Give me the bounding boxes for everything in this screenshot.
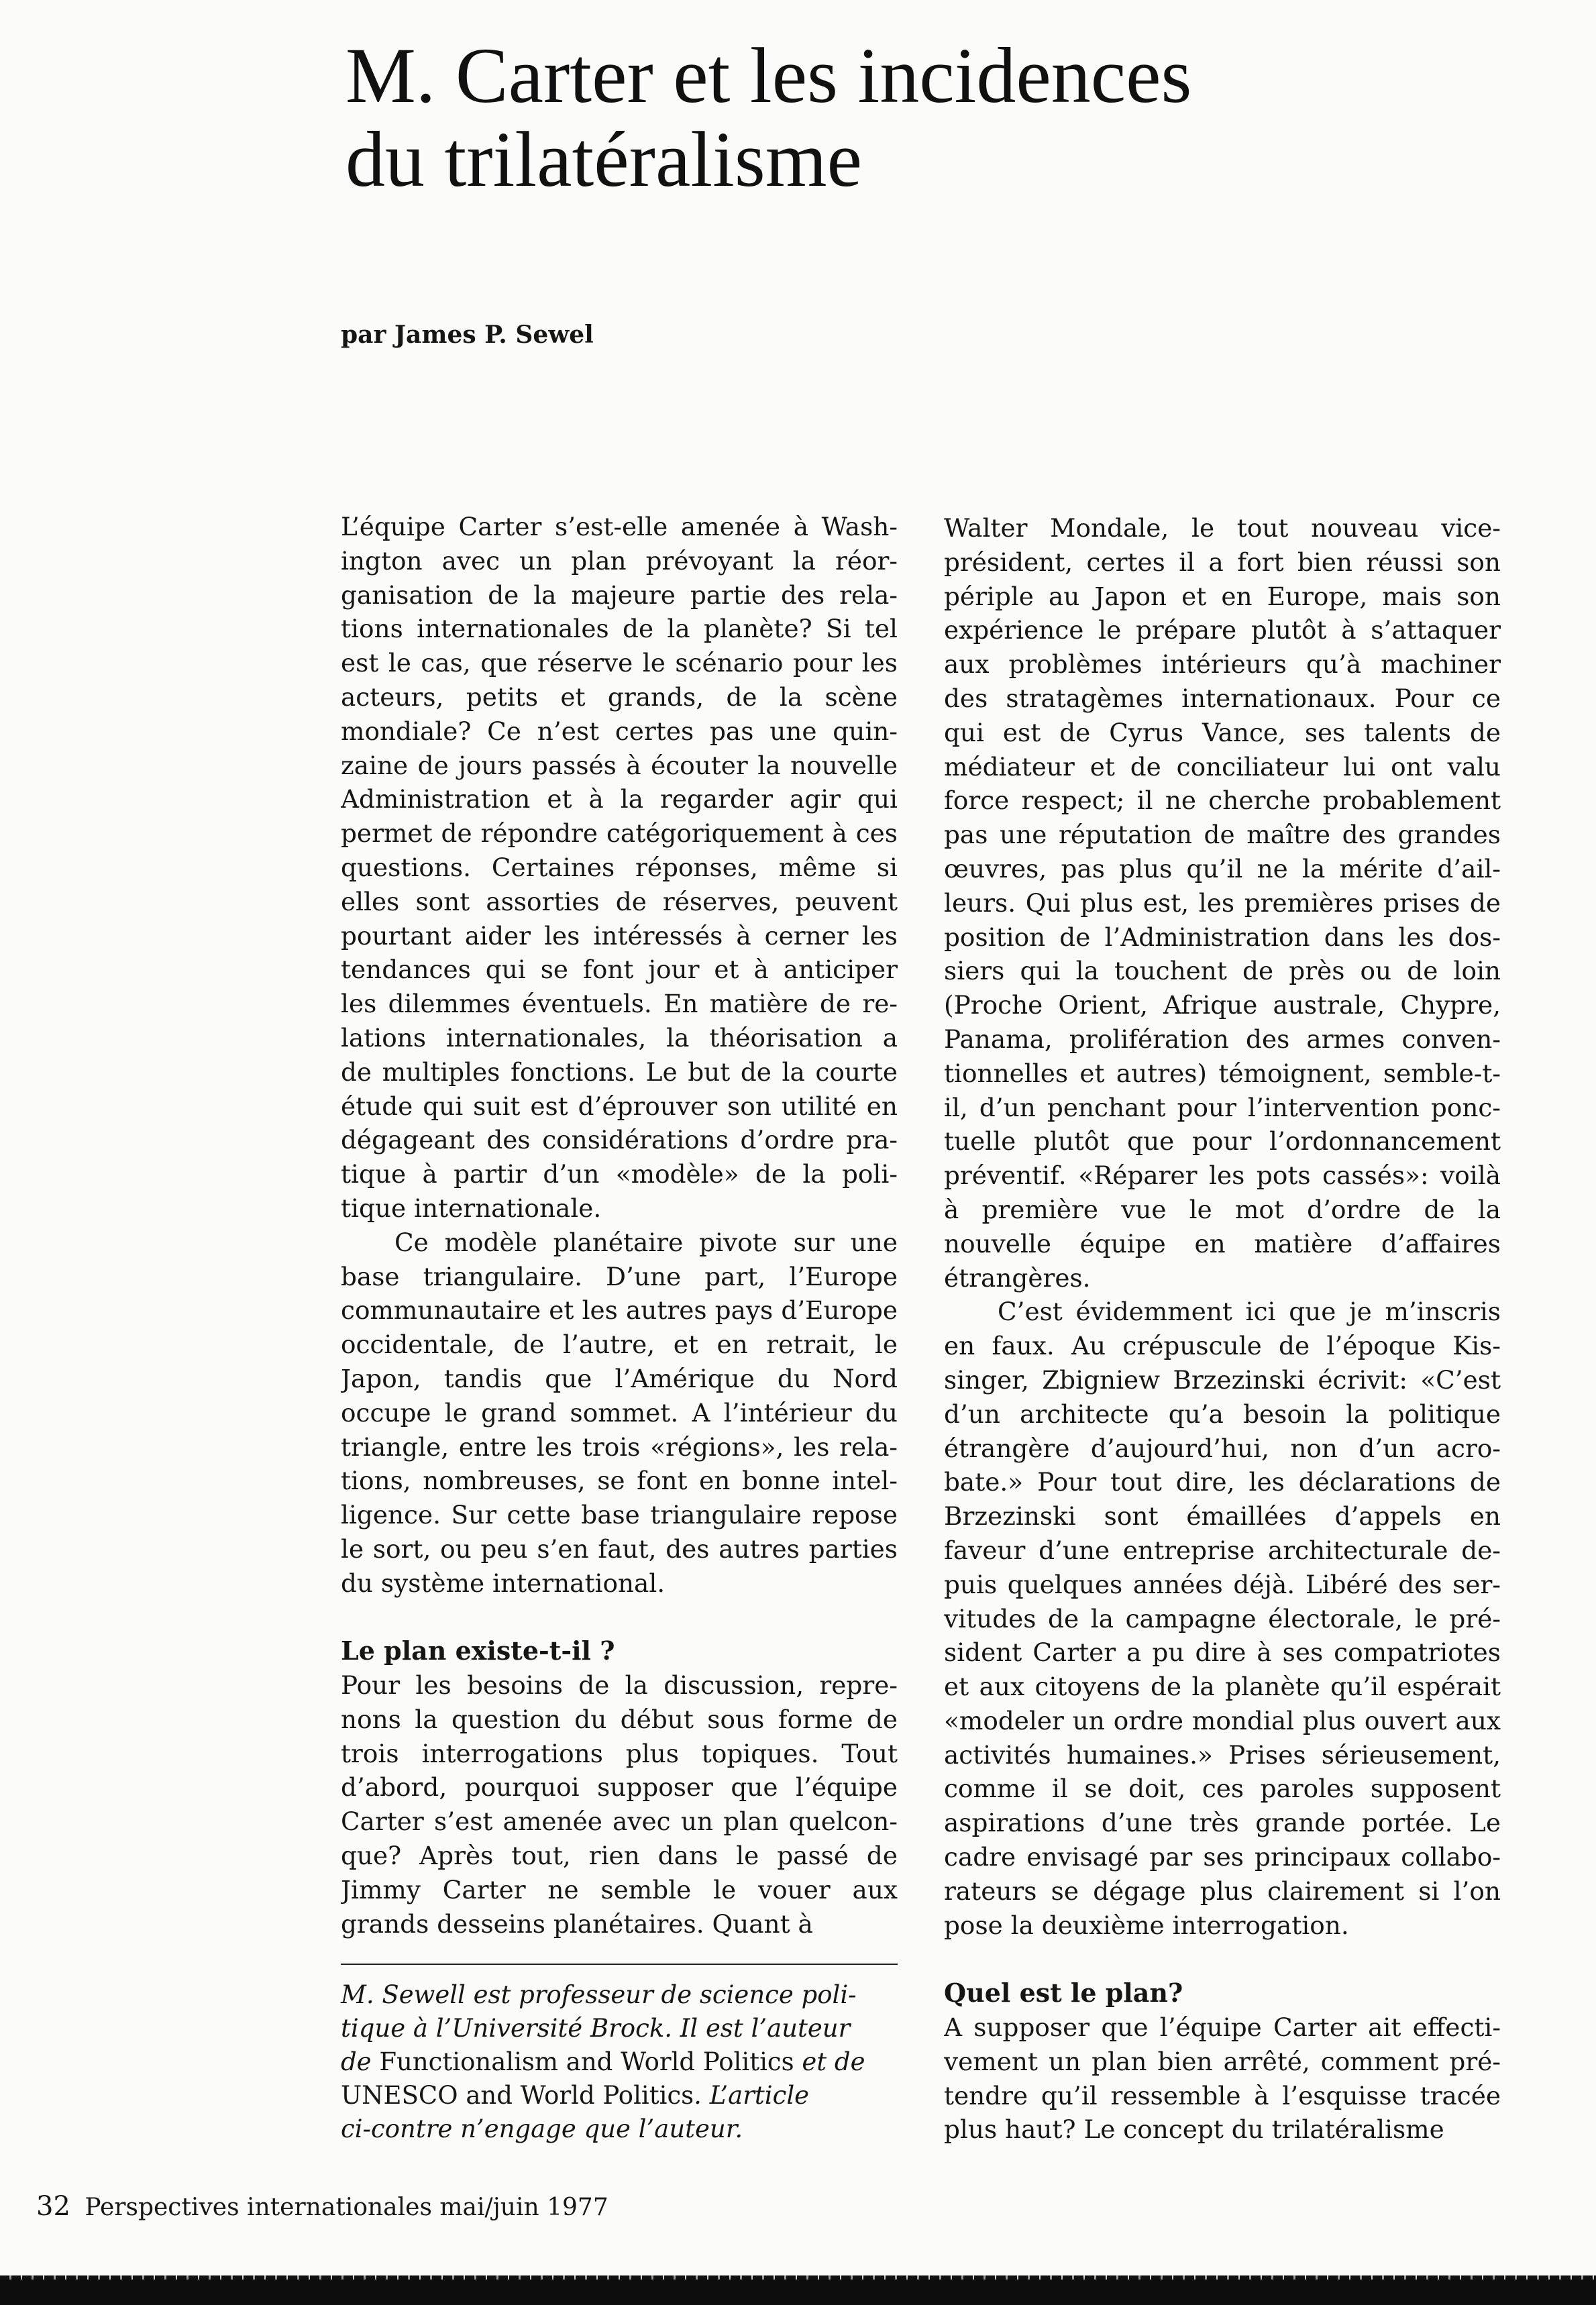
- text-line: cadre envisagé par ses principaux collabo-: [944, 1842, 1501, 1872]
- text-line: activités humaines.» Prises sérieusement,: [944, 1739, 1501, 1770]
- text-line: communautaire et les autres pays d’Europe: [341, 1295, 898, 1326]
- text-line: occidentale, de l’autre, et en retrait, le: [341, 1330, 898, 1360]
- text-line: triangle, entre les trois «régions», les rela-: [341, 1432, 898, 1462]
- text-line: Jimmy Carter ne semble le vouer aux: [341, 1874, 898, 1905]
- left-paragraph-3: [341, 1668, 898, 1941]
- text-line: Pour les besoins de la discussion, repre-: [341, 1670, 898, 1701]
- text-line: qui est de Cyrus Vance, ses talents de: [944, 717, 1501, 747]
- text-line: et aux citoyens de la planète qu’il espérait: [944, 1672, 1501, 1702]
- text-line: tique internationale.: [341, 1193, 602, 1223]
- text-line: puis quelques années déjà. Libéré des ser-: [944, 1569, 1501, 1599]
- text-line: d’abord, pourquoi supposer que l’équipe: [341, 1772, 898, 1803]
- text-line: position de l’Administration dans les dos-: [944, 922, 1501, 952]
- text-line: (Proche Orient, Afrique australe, Chypre,: [944, 990, 1501, 1020]
- text-line: permet de répondre catégoriquement à ces: [341, 818, 898, 849]
- text-line: dégageant des considérations d’ordre pra-: [341, 1125, 898, 1155]
- text-line: tique à partir d’un «modèle» de la poli-: [341, 1159, 898, 1189]
- text-line: à première vue le mot d’ordre de la: [944, 1194, 1501, 1224]
- right-paragraph-3: [944, 2011, 1501, 2147]
- text-line: zaine de jours passés à écouter la nouvelle: [341, 750, 898, 780]
- text-line: sident Carter a pu dire à ses compatriotes: [944, 1638, 1501, 1668]
- text-line: ganisation de la majeure partie des rela-: [341, 580, 898, 610]
- right-paragraph-1: [944, 511, 1501, 1295]
- scan-edge-texture: [0, 2275, 1596, 2280]
- text-line: étude qui suit est d’éprouver son utilité en: [341, 1091, 898, 1121]
- text-line: pose la deuxième interrogation.: [944, 1910, 1349, 1940]
- right-column: [944, 511, 1501, 2147]
- text-line: tendances qui se font jour et à anticiper: [341, 955, 898, 985]
- text-line: Ce modèle planétaire pivote sur une: [394, 1227, 898, 1257]
- text-line: nons la question du début sous forme de: [341, 1704, 898, 1734]
- text-line: plus haut? Le concept du trilatéralisme: [944, 2114, 1444, 2145]
- text-line: comme il se doit, ces paroles supposent: [944, 1774, 1501, 1804]
- text-line: A supposer que l’équipe Carter ait effecti-: [944, 2013, 1501, 2043]
- text-line: périple au Japon et en Europe, mais son: [944, 581, 1501, 611]
- text-line: préventif. «Réparer les pots cassés»: voilà: [944, 1161, 1501, 1191]
- left-paragraph-2: [341, 1226, 898, 1601]
- text-line: rateurs se dégage plus clairement si l’on: [944, 1876, 1501, 1906]
- text-line: tendre qu’il ressemble à l’esquisse tracée: [944, 2080, 1501, 2110]
- text-line: singer, Zbigniew Brzezinski écrivit: «C’est: [944, 1364, 1501, 1395]
- text-line: faveur d’une entreprise architecturale de-: [944, 1535, 1501, 1565]
- text-line: ington avec un plan prévoyant la réor-: [341, 545, 898, 576]
- text-line: que? Après tout, rien dans le passé de: [341, 1841, 898, 1871]
- text-line: lations internationales, la théorisation a: [341, 1022, 898, 1053]
- publication-name: Perspectives internationales mai/juin 1977: [85, 2194, 608, 2221]
- text-line: Brzezinski sont émaillées d’appels en: [944, 1501, 1501, 1532]
- text-line: vement un plan bien arrêté, comment pré-: [944, 2046, 1501, 2076]
- author-note-line: ci-contre n’engage que l’auteur.: [341, 2114, 743, 2144]
- section-heading-plan-existe: Le plan existe-t-il ?: [341, 1636, 615, 1666]
- text-line: base triangulaire. D’une part, l’Europe: [341, 1261, 898, 1291]
- text-line: aux problèmes intérieurs qu’à machiner: [944, 649, 1501, 680]
- text-line: en faux. Au crépuscule de l’époque Kis-: [944, 1331, 1501, 1361]
- text-line: C’est évidemment ici que je m’inscris: [998, 1297, 1501, 1327]
- title-line-2: du trilatéralisme: [345, 115, 862, 203]
- text-line: aspirations d’une très grande portée. Le: [944, 1808, 1501, 1838]
- text-line: acteurs, petits et grands, de la scène: [341, 682, 898, 712]
- author-note-line: [341, 2045, 898, 2079]
- left-paragraph-1: [341, 510, 898, 1226]
- text-line: expérience le prépare plutôt à s’attaquer: [944, 615, 1501, 645]
- text-line: occupe le grand sommet. A l’intérieur du: [341, 1397, 898, 1428]
- text-line: œuvres, pas plus qu’il ne la mérite d’ail-: [944, 853, 1501, 883]
- book-title-unesco: UNESCO and World Politics: [341, 2081, 694, 2110]
- text-line: questions. Certaines réponses, même si: [341, 852, 898, 882]
- page-footer: [36, 2191, 608, 2222]
- text-line: Panama, prolifération des armes conven-: [944, 1024, 1501, 1054]
- text-line: pas une réputation de maître des grandes: [944, 820, 1501, 850]
- text-line: vitudes de la campagne électorale, le pré-: [944, 1603, 1501, 1633]
- text-line: tionnelles et autres) témoignent, semble-t-: [944, 1058, 1501, 1088]
- text-line: L’équipe Carter s’est-elle amenée à Wash-: [341, 512, 898, 541]
- text-line: leurs. Qui plus est, les premières prises de: [944, 888, 1501, 918]
- text-line: le sort, ou peu s’en faut, des autres parties: [341, 1534, 898, 1564]
- text-line: siers qui la touchent de près ou de loin: [944, 956, 1501, 986]
- page-number: 32: [36, 2191, 70, 2222]
- title-line-1: M. Carter et les incidences: [345, 32, 1192, 119]
- text-line: médiateur et de conciliateur lui ont valu: [944, 751, 1501, 782]
- author-note-line: tique à l’Université Brock. Il est l’auteur: [341, 2014, 851, 2043]
- author-note: [341, 1978, 898, 2146]
- text-line: est le cas, que réserve le scénario pour les: [341, 648, 898, 678]
- text-line: Carter s’est amenée avec un plan quelcon-: [341, 1807, 898, 1837]
- text-line: de multiples fonctions. Le but de la courte: [341, 1057, 898, 1087]
- author-note-line: M. Sewell est professeur de science poli-: [341, 1980, 857, 2010]
- byline: par James P. Sewel: [341, 321, 594, 349]
- text-line: ligence. Sur cette base triangulaire repose: [341, 1500, 898, 1530]
- scan-bottom-edge: [0, 2277, 1596, 2305]
- text-line: étrangères.: [944, 1263, 1091, 1293]
- left-column: [341, 510, 898, 2146]
- footnote-divider: [341, 1964, 898, 1965]
- text-line: tuelle plutôt que pour l’ordonnancement: [944, 1126, 1501, 1157]
- text-line: tions, nombreuses, se font en bonne intel-: [341, 1466, 898, 1496]
- text-line: bate.» Pour tout dire, les déclarations de: [944, 1467, 1501, 1497]
- article-title: [345, 34, 1553, 201]
- book-title-functionalism: Functionalism and World Politics: [379, 2047, 794, 2077]
- text-line: président, certes il a fort bien réussi son: [944, 547, 1501, 577]
- text-line: «modeler un ordre mondial plus ouvert aux: [944, 1705, 1501, 1735]
- text-line: étrangère d’aujourd’hui, non d’un acro-: [944, 1433, 1501, 1463]
- text-line: trois interrogations plus topiques. Tout: [341, 1738, 898, 1768]
- note-text: . L’article: [694, 2081, 810, 2110]
- text-line: il, d’un penchant pour l’intervention ponc-: [944, 1092, 1501, 1122]
- text-line: pourtant aider les intéressés à cerner les: [341, 920, 898, 951]
- text-line: les dilemmes éventuels. En matière de re-: [341, 989, 898, 1019]
- text-line: des stratagèmes internationaux. Pour ce: [944, 683, 1501, 713]
- text-line: tions internationales de la planète? Si tel: [341, 614, 898, 644]
- spacer: [341, 1601, 898, 1635]
- text-line: grands desseins planétaires. Quant à: [341, 1909, 813, 1939]
- text-line: force respect; il ne cherche probablement: [944, 786, 1501, 816]
- text-line: elles sont assorties de réserves, peuvent: [341, 886, 898, 916]
- text-line: Administration et à la regarder agir qui: [341, 784, 898, 814]
- right-paragraph-2: [944, 1295, 1501, 1942]
- text-line: Walter Mondale, le tout nouveau vice-: [944, 513, 1501, 543]
- note-text: et de: [794, 2047, 865, 2077]
- text-line: du système international.: [341, 1568, 666, 1598]
- note-text: de: [341, 2047, 380, 2077]
- spacer: [944, 1942, 1501, 1976]
- author-note-line: [341, 2079, 898, 2112]
- text-line: d’un architecte qu’a besoin la politique: [944, 1399, 1501, 1429]
- text-line: Japon, tandis que l’Amérique du Nord: [341, 1363, 898, 1393]
- text-line: nouvelle équipe en matière d’affaires: [944, 1228, 1501, 1258]
- text-line: mondiale? Ce n’est certes pas une quin-: [341, 716, 898, 746]
- section-heading-quel-est-le-plan: Quel est le plan?: [944, 1978, 1183, 2008]
